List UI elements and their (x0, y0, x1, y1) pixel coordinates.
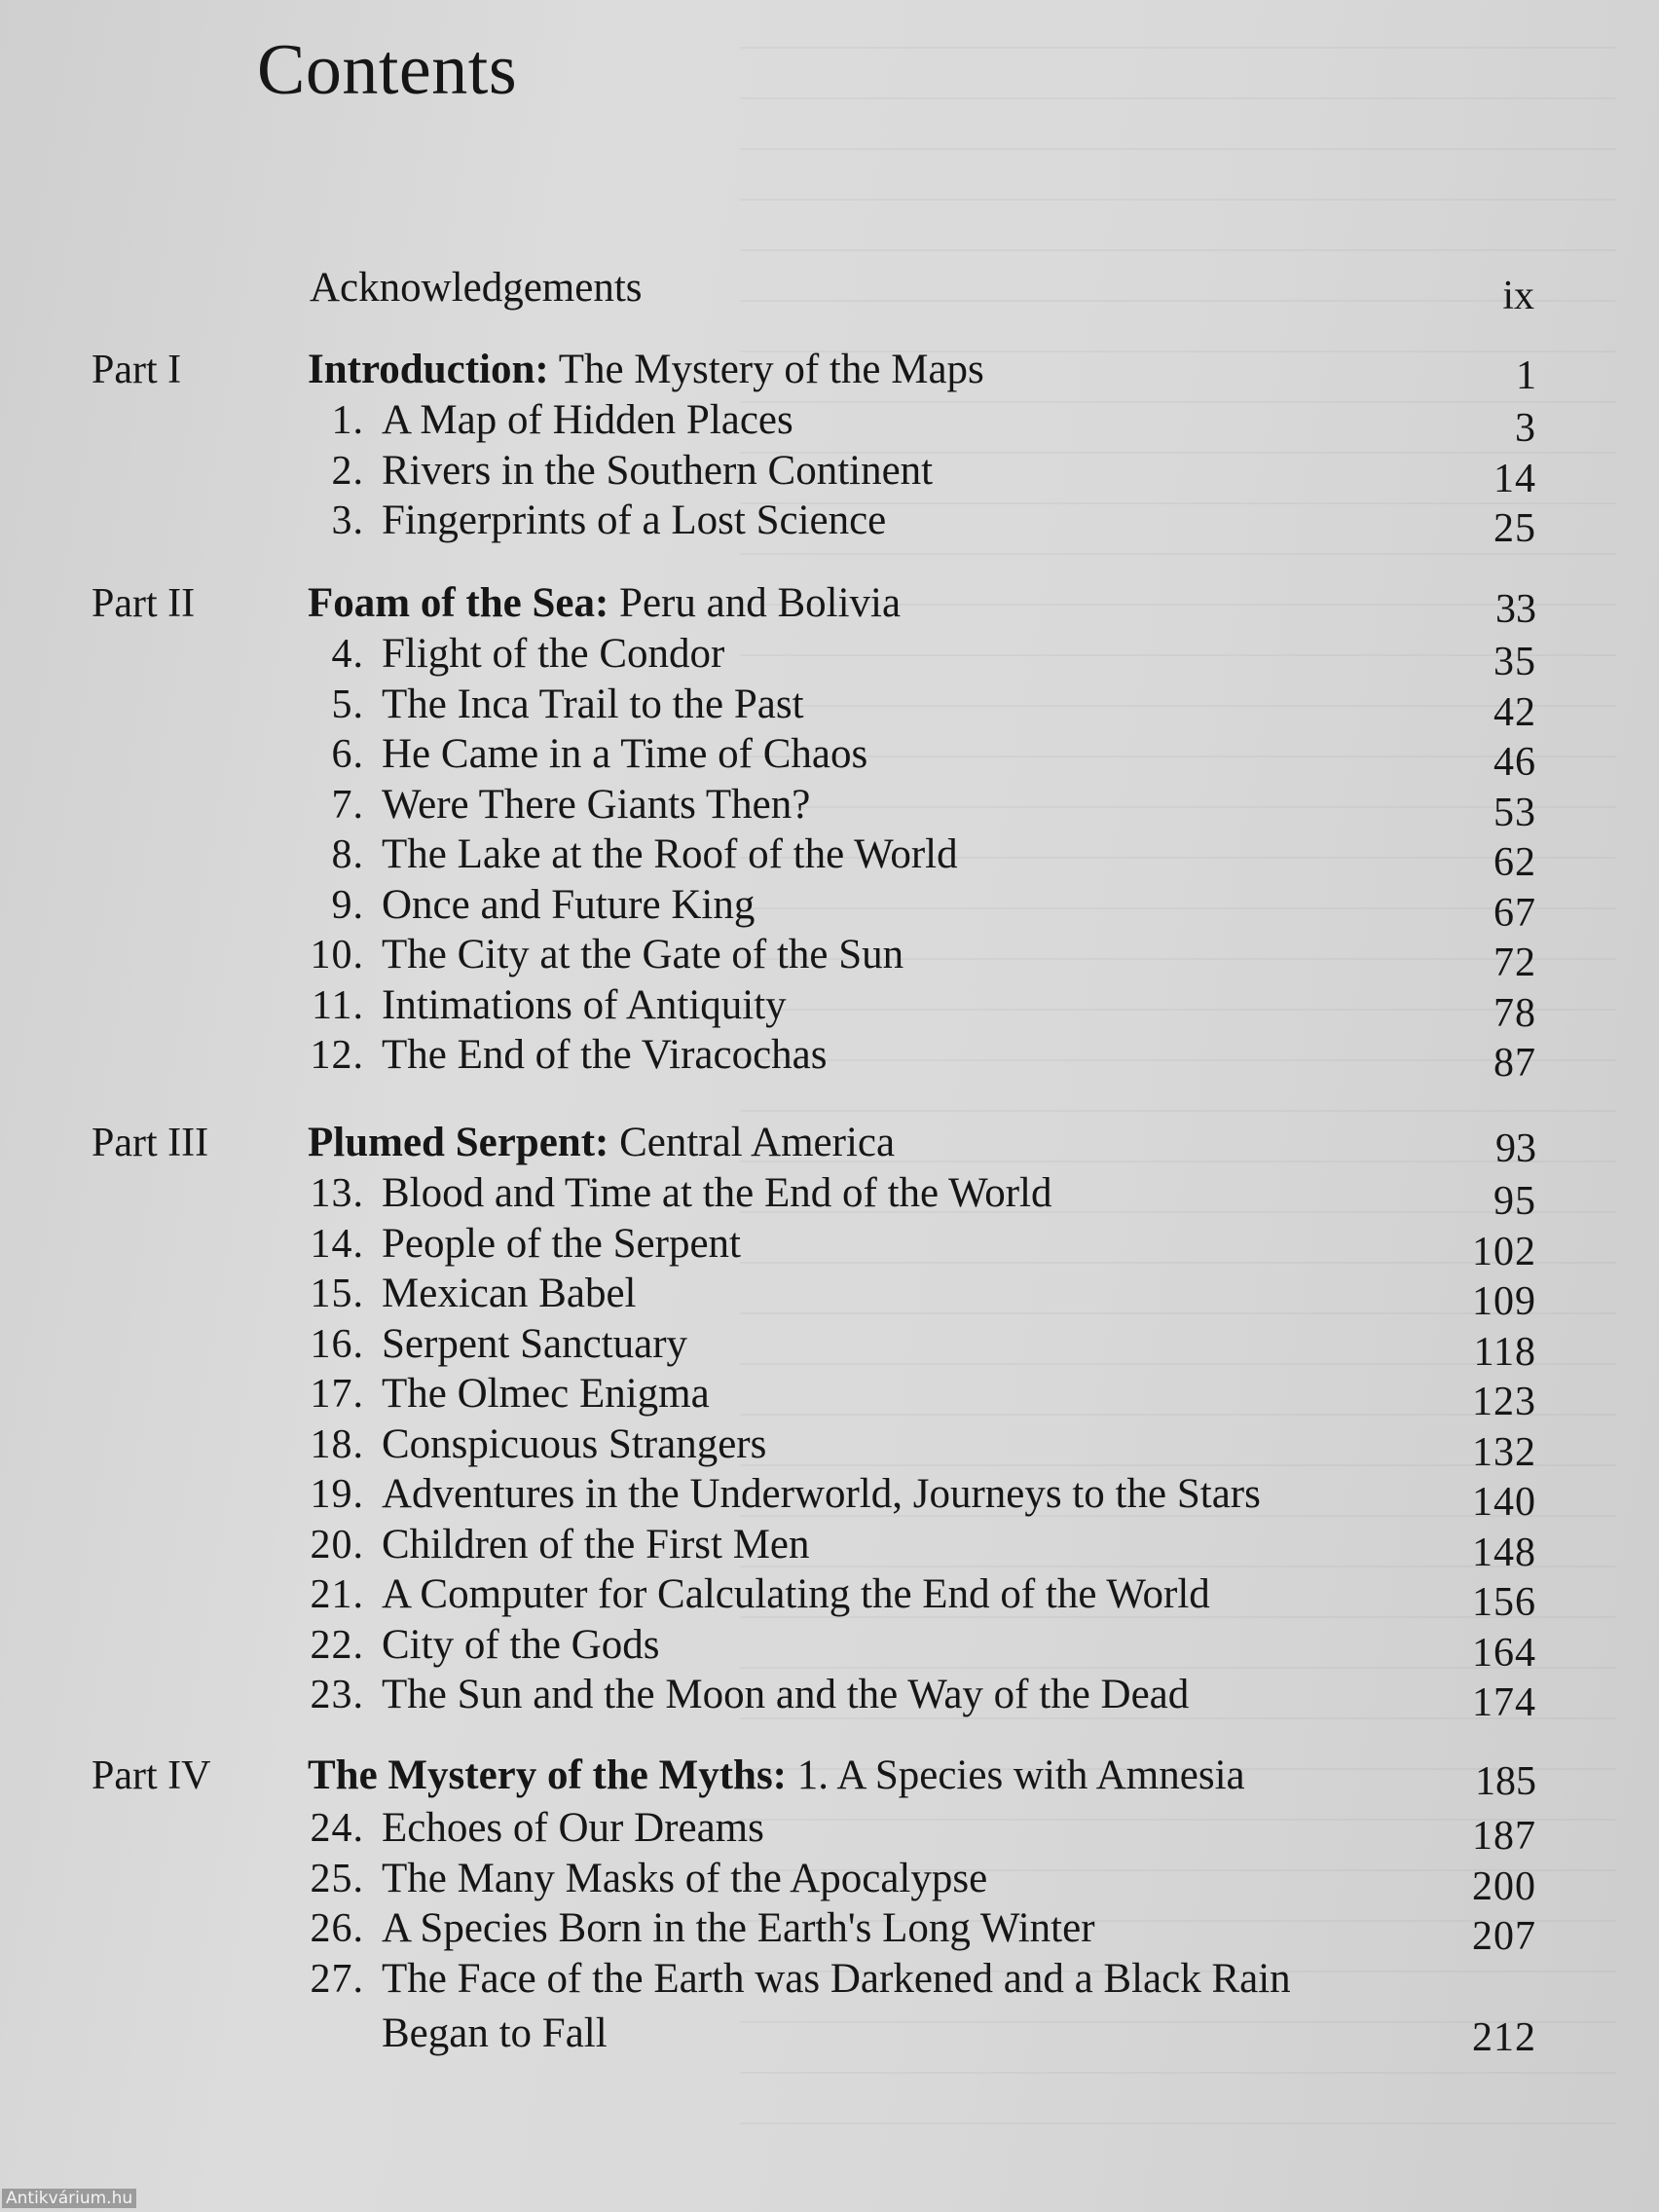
chapter-page-number: 42 (1493, 689, 1536, 735)
chapter-title-line: City of the Gods (382, 1621, 660, 1668)
chapter-page-number: 3 (1515, 406, 1536, 451)
chapter-number: 8. (331, 832, 364, 877)
chapter-title-line: A Map of Hidden Places (382, 397, 793, 443)
chapter-page-number: 72 (1493, 940, 1536, 985)
chapter-title (382, 1518, 810, 1572)
chapter-row (0, 1901, 1659, 1959)
chapter-row (0, 1801, 1659, 1859)
chapter-title (382, 1267, 637, 1321)
part-title (308, 343, 984, 397)
part-page-number: 185 (1475, 1759, 1536, 1804)
part-title-rest: Peru and Bolivia (619, 580, 902, 626)
chapter-row (0, 1418, 1659, 1475)
chapter-row (0, 1367, 1659, 1424)
chapter-title (382, 1418, 766, 1472)
chapter-row (0, 727, 1659, 785)
chapter-title-line: The Olmec Enigma (382, 1371, 710, 1417)
chapter-row (0, 1467, 1659, 1525)
chapter-title-line: Fingerprints of a Lost Science (382, 498, 887, 543)
chapter-row (0, 1166, 1659, 1224)
chapter-title-line: Adventures in the Underworld, Journeys to the Stars (382, 1471, 1261, 1517)
chapter-number: 11. (312, 982, 364, 1028)
chapter-title (382, 1217, 741, 1272)
part-title (308, 576, 901, 631)
chapter-title-line: The Many Masks of the Apocalypse (382, 1855, 988, 1901)
chapter-row (0, 928, 1659, 985)
chapter-title (382, 1317, 687, 1372)
chapter-title (382, 878, 755, 933)
chapter-row (0, 393, 1659, 451)
chapter-title-line: A Species Born in the Earth's Long Winter (382, 1905, 1095, 1951)
part-title (308, 1116, 895, 1170)
chapter-page-number: 118 (1473, 1329, 1536, 1375)
chapter-number: 23. (310, 1673, 364, 1717)
chapter-number: 20. (310, 1522, 364, 1567)
chapter-number: 16. (310, 1321, 364, 1367)
chapter-title-line: The Face of the Earth was Darkened and a Black Rain (382, 1955, 1291, 2002)
part-title-bold: Foam of the Sea: (308, 580, 609, 626)
chapter-number: 1. (331, 398, 364, 443)
chapter-number: 3. (331, 498, 364, 543)
part-title-bold: Introduction: (308, 347, 549, 392)
chapter-title (382, 1367, 710, 1421)
chapter-page-number: 140 (1472, 1480, 1536, 1525)
chapter-page-number: 212 (1472, 2014, 1536, 2060)
acknowledgements-page: ix (1502, 274, 1534, 318)
chapter-title-line-2: Began to Fall (382, 2009, 608, 2056)
chapter-row (0, 1567, 1659, 1625)
chapter-title (382, 1567, 1210, 1622)
chapter-page-number: 25 (1493, 506, 1536, 551)
chapter-title-line: A Computer for Calculating the End of the World (382, 1571, 1210, 1617)
chapter-title-line: He Came in a Time of Chaos (382, 731, 868, 777)
chapter-title (382, 494, 886, 548)
chapter-row (0, 678, 1659, 735)
chapter-title-line: Were There Giants Then? (382, 781, 811, 828)
chapter-page-number: 67 (1493, 890, 1536, 936)
chapter-title (382, 1852, 987, 1906)
chapter-title (382, 978, 787, 1033)
chapter-number: 26. (310, 1906, 364, 1951)
chapter-title-line: Once and Future King (382, 881, 756, 928)
chapter-title (382, 678, 804, 732)
chapter-number: 2. (331, 448, 364, 494)
chapter-title-line: Blood and Time at the End of the World (382, 1170, 1052, 1216)
part-page-number: 1 (1516, 353, 1536, 398)
part-label: Part IV (92, 1753, 211, 1798)
chapter-number: 21. (310, 1572, 364, 1617)
chapter-title (382, 627, 724, 682)
chapter-title-line: Rivers in the Southern Continent (382, 447, 934, 494)
chapter-number: 4. (331, 632, 364, 677)
chapter-page-number: 164 (1472, 1630, 1536, 1676)
acknowledgements-label: Acknowledgements (310, 265, 643, 311)
part-page-number: 93 (1495, 1126, 1536, 1171)
chapter-number: 18. (310, 1421, 364, 1467)
part-label: Part I (92, 348, 182, 392)
part-title-bold: The Mystery of the Myths: (308, 1752, 788, 1798)
chapter-number: 15. (310, 1272, 364, 1316)
chapter-number: 14. (310, 1221, 364, 1267)
chapter-title-line: Children of the First Men (382, 1521, 810, 1567)
chapter-number: 22. (310, 1622, 364, 1668)
chapter-title-line: The Lake at the Roof of the World (382, 831, 958, 877)
chapter-row (0, 444, 1659, 501)
chapter-number: 5. (331, 682, 364, 727)
chapter-row (0, 1217, 1659, 1274)
chapter-row (0, 1028, 1659, 1086)
chapter-title (382, 1618, 659, 1673)
part-title-bold: Plumed Serpent: (308, 1120, 609, 1165)
chapter-title-line: Serpent Sanctuary (382, 1320, 688, 1367)
part-title (308, 1749, 1245, 1803)
chapter-page-number: 187 (1472, 1814, 1536, 1859)
chapter-page-number: 35 (1493, 640, 1536, 684)
chapter-page-number: 95 (1493, 1179, 1536, 1224)
part-title-rest: Central America (619, 1120, 896, 1165)
part-page-number: 33 (1495, 587, 1536, 632)
chapter-number: 9. (331, 882, 364, 928)
part-title-rest: The Mystery of the Maps (558, 347, 984, 392)
chapter-title-line: Flight of the Condor (382, 631, 725, 677)
chapter-row (0, 778, 1659, 835)
chapter-page-number: 53 (1493, 790, 1536, 835)
chapter-title-line: Conspicuous Strangers (382, 1420, 767, 1467)
page-title: Contents (257, 30, 518, 110)
chapter-title-line: Intimations of Antiquity (382, 981, 787, 1028)
chapter-page-number: 156 (1472, 1580, 1536, 1625)
chapter-page-number: 14 (1493, 456, 1536, 501)
chapter-number: 25. (310, 1856, 364, 1901)
chapter-row (0, 1618, 1659, 1676)
chapter-title-line: People of the Serpent (382, 1220, 741, 1267)
chapter-title (382, 778, 810, 832)
chapter-title-line: The Inca Trail to the Past (382, 681, 804, 727)
part-label: Part III (92, 1121, 209, 1165)
chapter-row (0, 978, 1659, 1036)
chapter-number: 6. (331, 732, 364, 777)
chapter-number: 10. (310, 933, 364, 977)
chapter-title-line: The City at the Gate of the Sun (382, 932, 904, 977)
chapter-row (0, 878, 1659, 936)
chapter-row (0, 1317, 1659, 1375)
chapter-page-number: 78 (1493, 990, 1536, 1036)
chapter-page-number: 200 (1472, 1863, 1536, 1909)
chapter-page-number: 102 (1472, 1229, 1536, 1274)
chapter-page-number: 123 (1472, 1380, 1536, 1424)
part-title-rest: 1. A Species with Amnesia (796, 1752, 1245, 1798)
chapter-number: 13. (310, 1171, 364, 1216)
chapter-page-number: 132 (1472, 1429, 1536, 1475)
chapter-title-line: The End of the Viracochas (382, 1032, 828, 1078)
chapter-title (382, 1467, 1261, 1522)
chapter-row (0, 627, 1659, 684)
chapter-row (0, 494, 1659, 551)
chapter-number: 19. (310, 1472, 364, 1517)
chapter-title (382, 1801, 764, 1856)
chapter-page-number: 46 (1493, 740, 1536, 785)
chapter-number: 27. (310, 1956, 364, 2002)
watermark: Antikvárium.hu (2, 2189, 136, 2208)
chapter-number: 17. (310, 1372, 364, 1417)
chapter-title (382, 1028, 828, 1083)
chapter-page-number: 207 (1472, 1914, 1536, 1959)
chapter-page-number: 148 (1472, 1530, 1536, 1575)
chapter-title (382, 1901, 1095, 1956)
part-label: Part II (92, 581, 196, 626)
chapter-title (382, 393, 793, 448)
chapter-title (382, 1952, 1291, 2061)
chapter-row (0, 1852, 1659, 1909)
chapter-title (382, 1668, 1189, 1722)
chapter-row (0, 1267, 1659, 1324)
chapter-number: 7. (331, 782, 364, 828)
chapter-page-number: 174 (1472, 1680, 1536, 1725)
chapter-row (0, 828, 1659, 885)
chapter-number: 24. (310, 1806, 364, 1851)
chapter-row (0, 1668, 1659, 1725)
chapter-number: 12. (310, 1033, 364, 1078)
chapter-title (382, 1166, 1051, 1221)
chapter-row (0, 1518, 1659, 1575)
chapter-row (0, 1952, 1659, 2060)
chapter-title (382, 444, 933, 498)
chapter-page-number: 62 (1493, 840, 1536, 885)
chapter-title (382, 828, 958, 882)
chapter-title-line: The Sun and the Moon and the Way of the Dead (382, 1672, 1190, 1717)
chapter-title (382, 727, 867, 782)
chapter-page-number: 87 (1493, 1041, 1536, 1086)
chapter-title-line: Echoes of Our Dreams (382, 1805, 764, 1851)
chapter-title-line: Mexican Babel (382, 1271, 637, 1316)
chapter-page-number: 109 (1472, 1279, 1536, 1324)
chapter-title (382, 928, 903, 982)
